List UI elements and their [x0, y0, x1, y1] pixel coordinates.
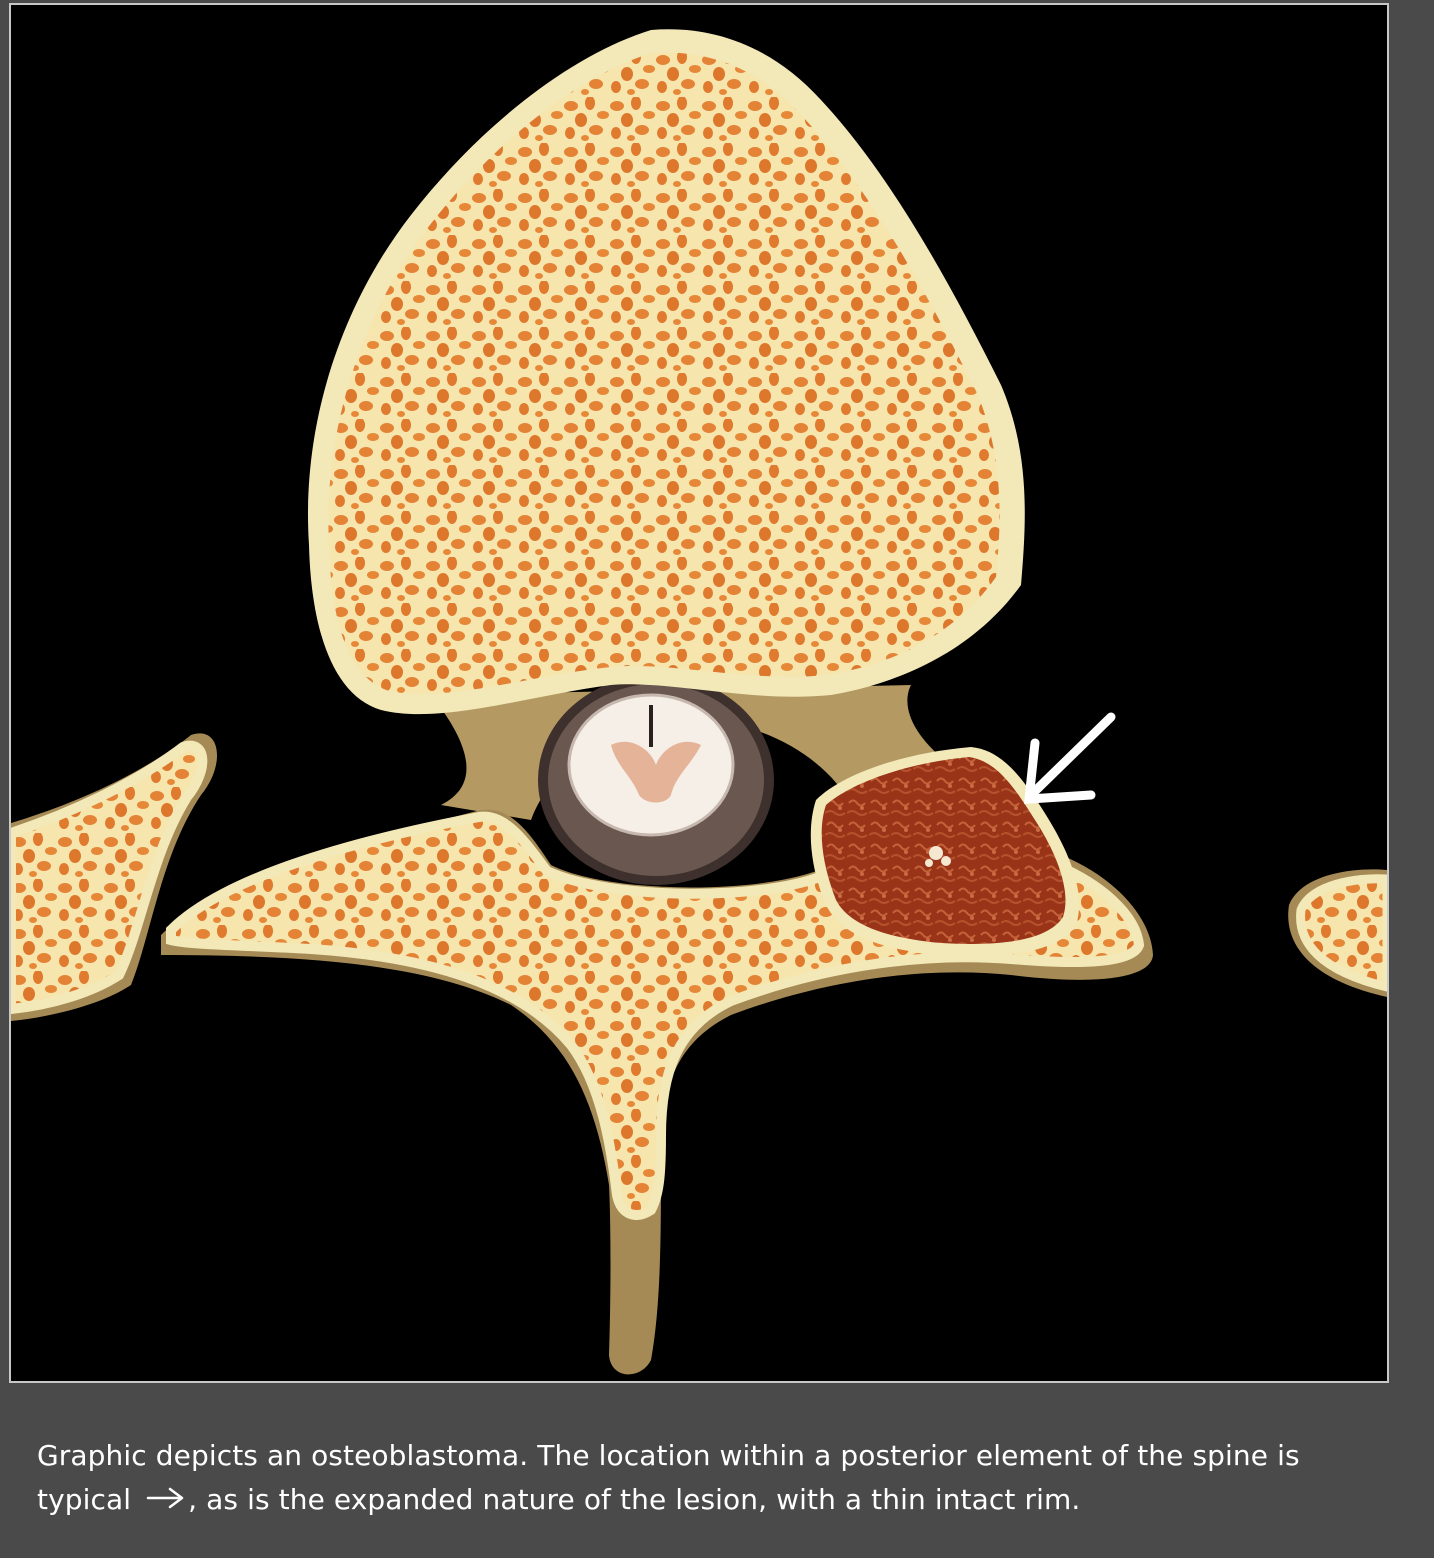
arrow-icon [1029, 717, 1111, 799]
left-bone-fragment [11, 733, 217, 1021]
vertebral-body [308, 29, 1025, 714]
caption-text-part2: , as is the expanded nature of the lesion, with a thin intact rim. [188, 1483, 1081, 1516]
caption-text-part1: Graphic depicts an osteoblastoma. The location within a posterior element of the spine is typical [37, 1439, 1300, 1516]
figure-caption [37, 1434, 1397, 1523]
right-arrow-icon [146, 1479, 186, 1523]
vertebra-illustration [11, 5, 1387, 1381]
spinal-canal [538, 675, 774, 885]
lesion [811, 747, 1079, 956]
right-bone-fragment [1288, 869, 1387, 997]
figure-image[interactable] [9, 3, 1389, 1383]
